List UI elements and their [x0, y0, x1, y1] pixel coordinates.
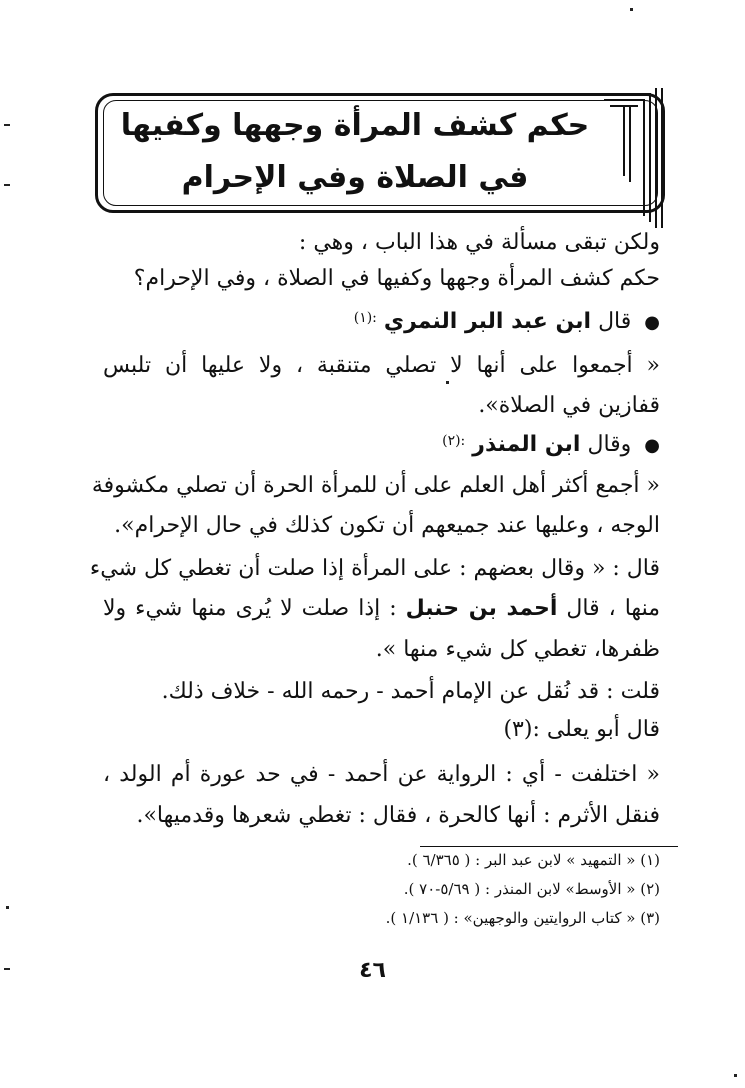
quote-line: « أجمعوا على أنها لا تصلي متنقبة ، ولا عليها أن تلبس	[103, 353, 660, 378]
bullet-icon: ●	[644, 435, 660, 456]
body-line: قال أبو يعلى :(٣)	[503, 717, 660, 742]
scan-speck	[734, 1074, 737, 1077]
scan-speck	[4, 184, 10, 186]
body-line: ظفرها، تغطي كل شيء منها ».	[375, 637, 660, 662]
scan-speck	[6, 906, 9, 909]
scan-speck	[630, 8, 633, 11]
scan-speck	[446, 381, 449, 384]
footnote: (٣) « كتاب الروايتين والوجهين» : ( ١/١٣٦ ).	[385, 909, 660, 927]
footnote-divider	[420, 846, 678, 847]
text-fragment: منها ، قال	[566, 596, 660, 621]
scan-speck	[4, 124, 10, 126]
quote-line: فنقل الأثرم : أنها كالحرة ، فقال : تغطي شعرها وقدميها».	[136, 803, 660, 828]
scholar-name: ابن عبد البر النمري	[383, 309, 592, 334]
footnote-ref: :(٢)	[442, 433, 466, 449]
text-fragment: : إذا صلت لا يُرى منها شيء ولا	[103, 596, 397, 621]
body-line: ولكن تبقى مسألة في هذا الباب ، وهي :	[298, 230, 660, 255]
scan-speck	[4, 968, 10, 970]
scholar-name: أحمد بن حنبل	[405, 596, 558, 621]
body-line: قلت : قد نُقل عن الإمام أحمد - رحمه الله - خلاف ذلك.	[161, 679, 660, 704]
footnote: (٢) « الأوسط» لابن المنذر : ( ٥/٦٩-٧٠ ).	[403, 880, 660, 898]
quote-line: الوجه ، وعليها عند جميعهم أن تكون كذلك في حال الإحرام».	[114, 513, 660, 538]
attribution-prefix: وقال	[587, 432, 632, 457]
quote-line: « اختلفت - أي : الرواية عن أحمد - في حد عورة أم الولد ،	[103, 762, 660, 787]
title-line-2: في الصلاة وفي الإحرام	[181, 160, 529, 195]
title-line-1: حكم كشف المرأة وجهها وكفيها	[120, 108, 590, 143]
attribution-prefix: قال	[598, 309, 632, 334]
corner-ornament-icon	[590, 82, 672, 232]
quote-line: « أجمع أكثر أهل العلم على أن للمرأة الحرة أن تصلي مكشوفة	[91, 473, 660, 498]
body-line: حكم كشف المرأة وجهها وكفيها في الصلاة ، وفي الإحرام؟	[133, 266, 660, 291]
page-number: ٤٦	[359, 958, 386, 983]
bullet-icon: ●	[644, 312, 660, 333]
footnote: (١) « التمهيد » لابن عبد البر : ( ٦/٣٦٥ ).	[407, 851, 660, 869]
body-line	[103, 592, 660, 626]
footnote-ref: :(١)	[353, 310, 377, 326]
body-line: قال : « وقال بعضهم : على المرأة إذا صلت أن تغطي كل شيء	[89, 556, 660, 581]
quote-attribution	[442, 424, 660, 463]
scholar-name: ابن المنذر	[472, 432, 581, 457]
quote-attribution	[354, 301, 660, 340]
quote-line: قفازين في الصلاة».	[478, 393, 660, 418]
